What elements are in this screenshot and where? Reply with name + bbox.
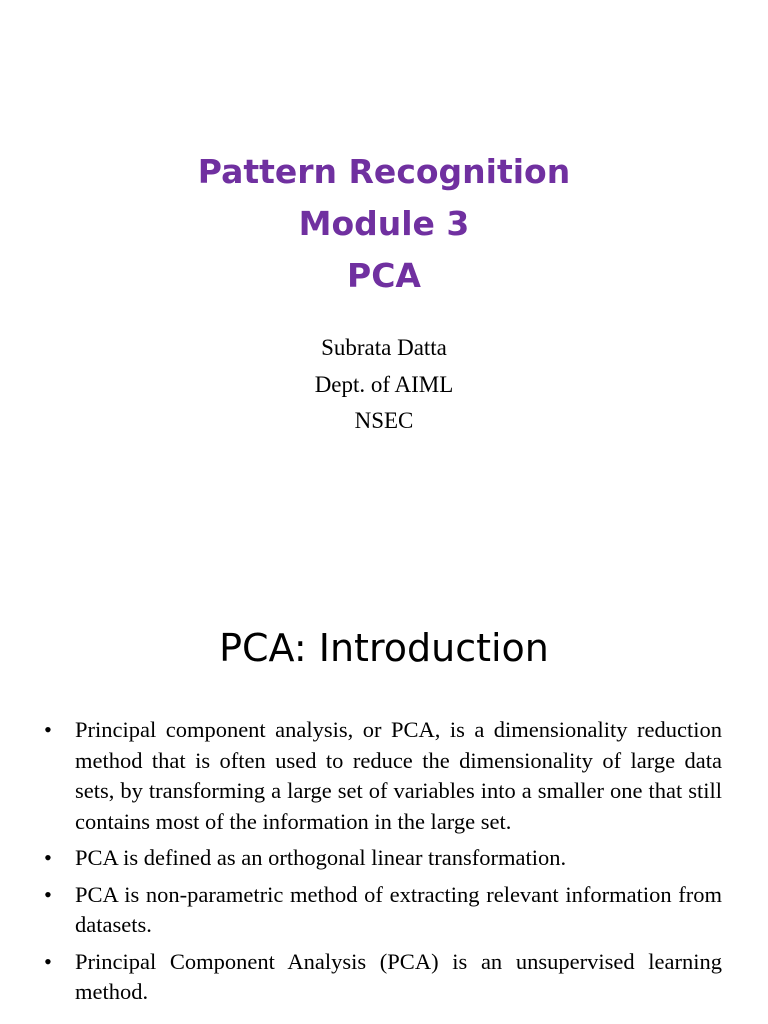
slide-title: [0, 146, 768, 302]
title-line-course: Pattern Recognition: [197, 152, 571, 191]
intro-slide: [0, 576, 768, 1024]
bullet-item: [44, 880, 722, 941]
bullet-icon: •: [44, 845, 52, 870]
bullet-text: Principal Component Analysis (PCA) is an unsupervised learning method.: [75, 948, 722, 1004]
title-line-module: Module 3: [298, 204, 470, 243]
bullet-icon: •: [44, 717, 52, 742]
bullet-text: PCA is defined as an orthogonal linear transformation.: [75, 845, 567, 870]
bullet-item: [44, 715, 722, 837]
slide-heading: PCA: Introduction: [219, 626, 549, 670]
bullet-icon: •: [44, 881, 52, 907]
bullet-icon: •: [44, 948, 52, 974]
bullet-list: [44, 715, 722, 1014]
bullet-text: Principal component analysis, or PCA, is a dimensionality reduction method that is often used to reduce the dimensionality of large data sets, by transforming a large set of variables into a smaller one that still contains most of the information in the large set.: [75, 717, 722, 834]
author-name: Subrata Datta: [321, 335, 447, 360]
bullet-item: [44, 843, 722, 874]
author-department: Dept. of AIML: [314, 371, 454, 397]
author-info: [0, 330, 768, 440]
bullet-text: PCA is non-parametric method of extracting relevant information from datasets.: [75, 881, 722, 937]
bullet-item: [44, 947, 722, 1008]
author-institution: NSEC: [354, 408, 414, 433]
title-line-topic: PCA: [347, 256, 421, 295]
